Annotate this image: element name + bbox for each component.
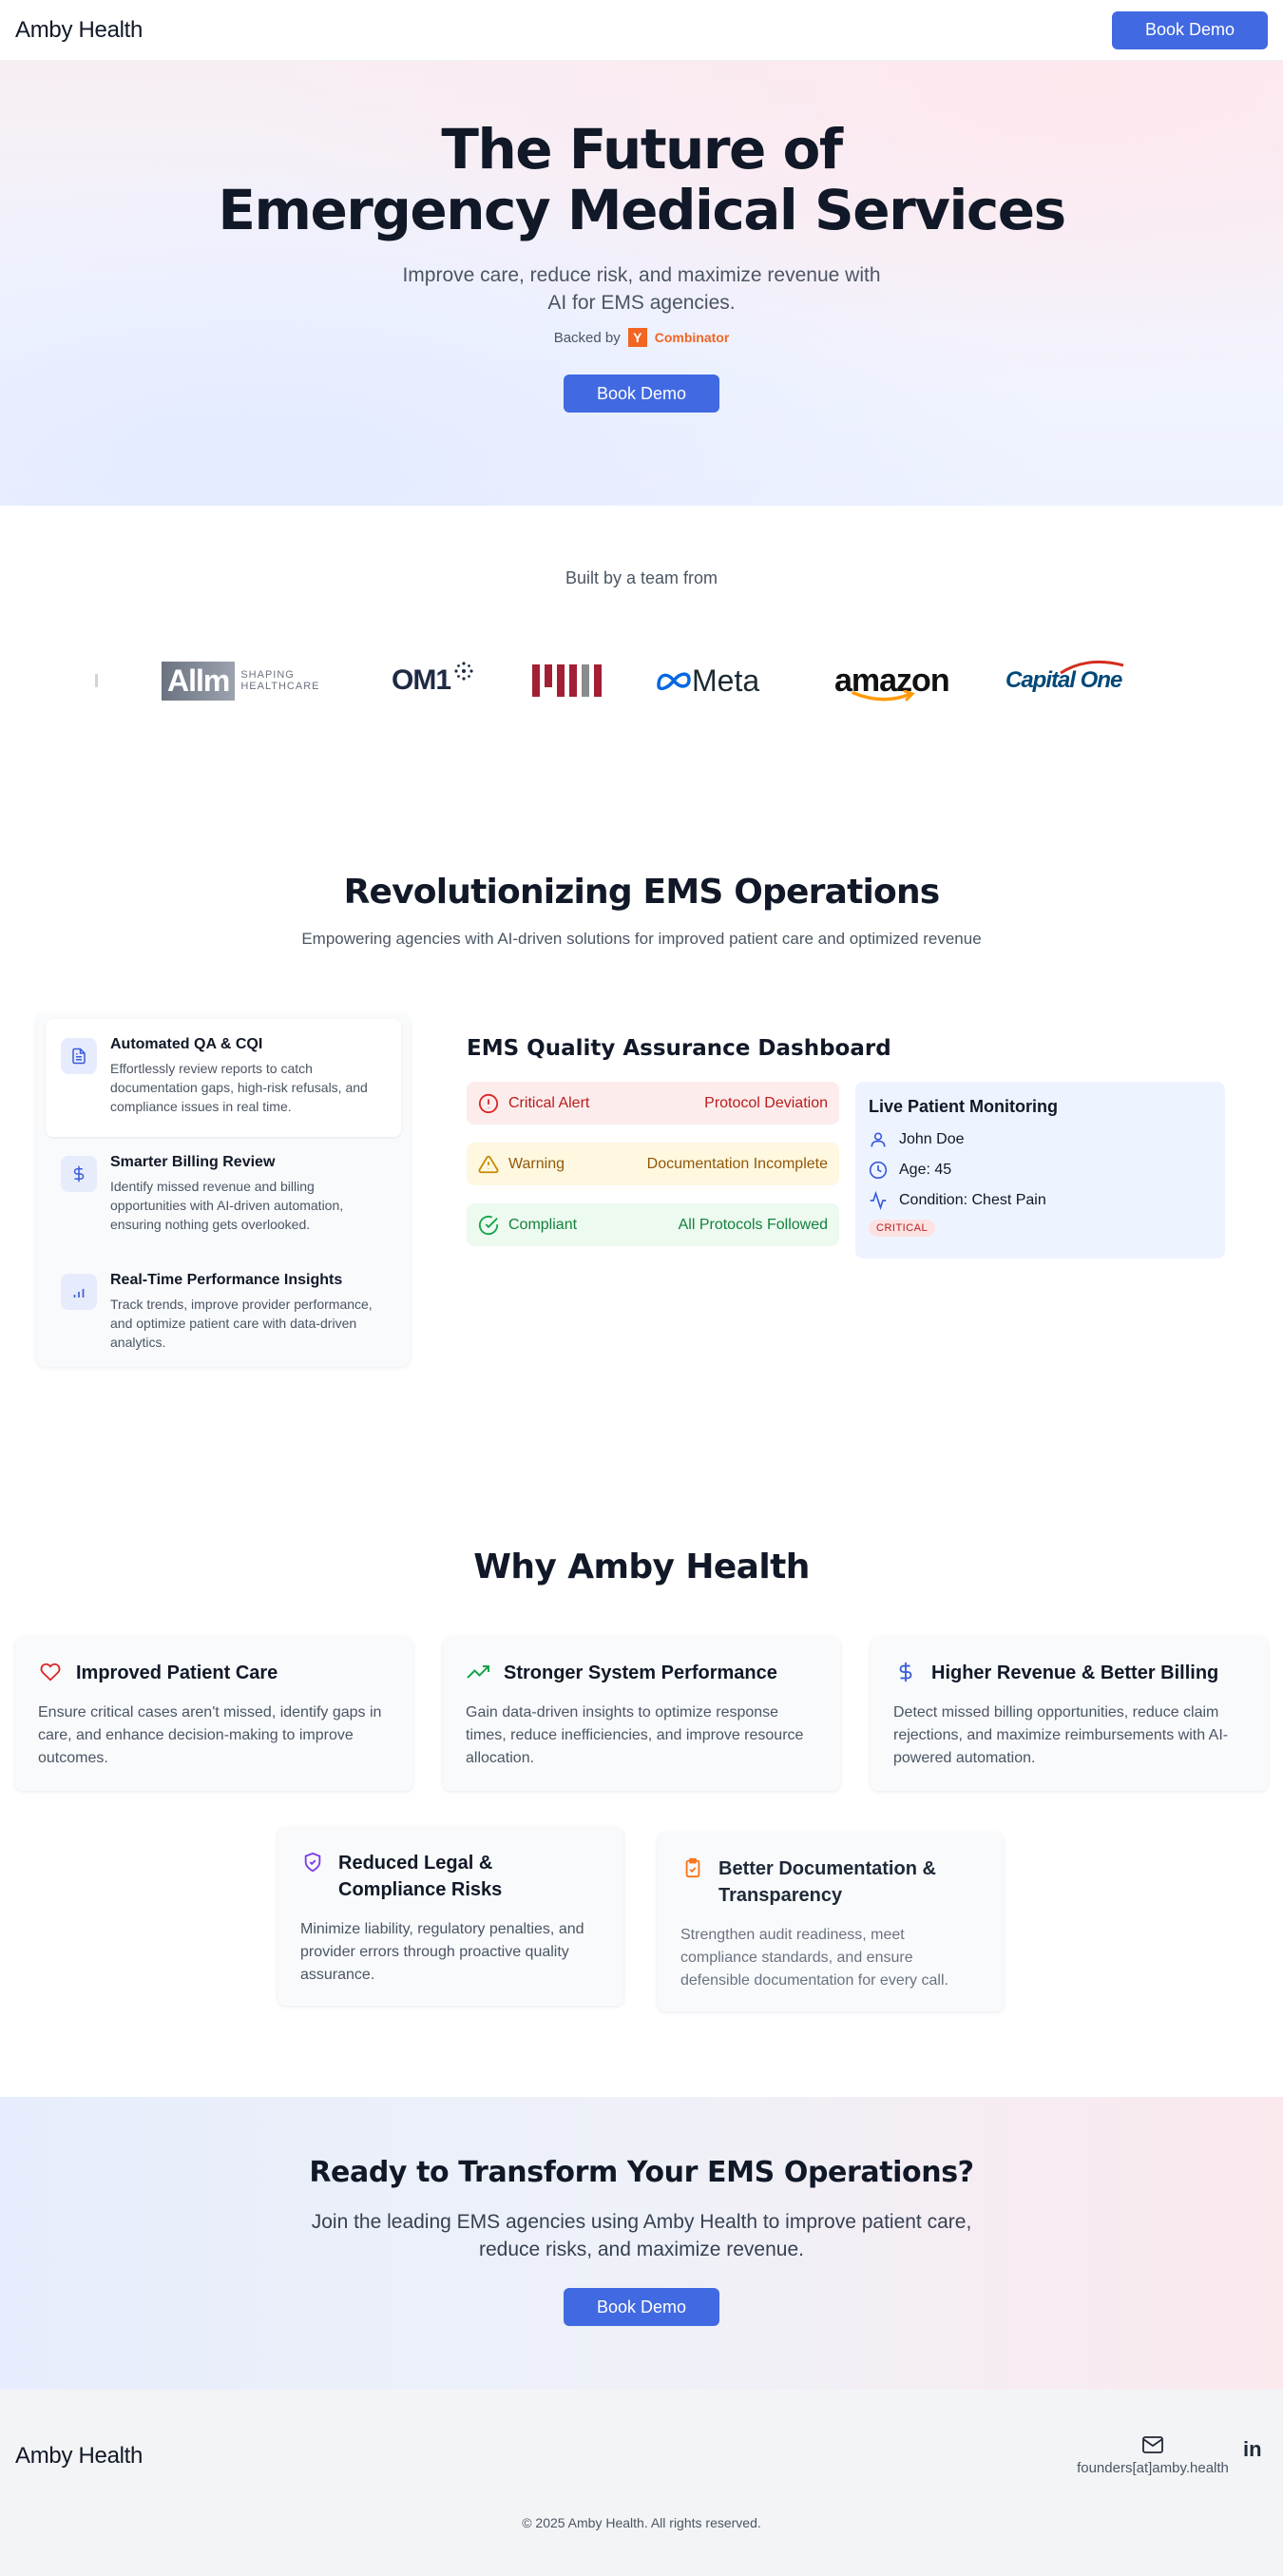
dollar-icon [61, 1156, 97, 1192]
hero-title-line-1: The Future of [441, 117, 842, 182]
hero-title [0, 119, 1283, 240]
why-title: Why Amby Health [473, 1548, 810, 1586]
patient-condition: Condition: Chest Pain [899, 1192, 1046, 1208]
alert-circle-icon [478, 1093, 499, 1114]
shield-check-icon [300, 1850, 325, 1874]
activity-icon [869, 1191, 888, 1210]
trending-up-icon [466, 1660, 490, 1684]
backed-by-label: Backed by [553, 329, 621, 346]
meta-infinity-icon [656, 670, 692, 691]
feature-title: Automated QA & CQI [110, 1036, 263, 1052]
check-circle-icon [478, 1215, 499, 1236]
why-card-revenue-billing [871, 1637, 1268, 1791]
hero-book-demo-button[interactable]: Book Demo [564, 375, 719, 413]
mit-logo-icon [532, 652, 602, 709]
copyright: © 2025 Amby Health. All rights reserved. [522, 2515, 761, 2530]
mail-icon [1141, 2435, 1164, 2454]
meta-logo [656, 652, 759, 709]
why-card-desc: Strengthen audit readiness, meet compliance standards, and ensure defensible documentation for every call. [680, 1927, 948, 1989]
alert-label: Warning [508, 1155, 565, 1172]
why-card-desc: Gain data-driven insights to optimize response times, reduce inefficiencies, and improve resource allocation. [466, 1704, 804, 1766]
footer [0, 2390, 1283, 2576]
why-card-desc: Detect missed billing opportunities, reduce claim rejections, and maximize reimbursements with AI-powered automation. [893, 1704, 1229, 1766]
cta-section [0, 2097, 1283, 2390]
patient-age: Age: 45 [899, 1162, 952, 1178]
why-card-legal-compliance [278, 1827, 623, 2006]
allm-tagline [240, 669, 319, 692]
heart-icon [38, 1660, 63, 1684]
meta-wordmark: Meta [692, 663, 760, 698]
logo-text: Amby Health [15, 16, 144, 43]
patient-condition-row [869, 1185, 1212, 1216]
capital-one-logo [1005, 652, 1121, 709]
alert-label: Compliant [508, 1216, 578, 1233]
bar-chart-icon [61, 1274, 97, 1310]
hero-subtitle: Improve care, reduce risk, and maximize revenue with AI for EMS agencies. [402, 264, 881, 314]
brand-logo[interactable] [15, 17, 143, 44]
why-card-system-performance [443, 1637, 840, 1791]
revolution-title: Revolutionizing EMS Operations [343, 873, 940, 912]
backed-by [0, 328, 1283, 347]
why-card-desc: Ensure critical cases aren't missed, identify gaps in care, and enhance decision-making to improve outcomes. [38, 1704, 382, 1766]
features-panel [36, 1013, 411, 1367]
alert-value: All Protocols Followed [678, 1216, 828, 1233]
feature-title: Real-Time Performance Insights [110, 1272, 343, 1288]
om1-logo [392, 652, 475, 709]
why-card-title: Stronger System Performance [504, 1663, 777, 1683]
why-card-documentation [658, 1833, 1004, 2011]
om1-wordmark: OM1 [392, 664, 451, 696]
footer-logo[interactable] [15, 2443, 143, 2470]
patient-name-row [869, 1125, 1212, 1155]
why-card-title: Higher Revenue & Better Billing [931, 1663, 1219, 1683]
compliant-alert-row[interactable] [467, 1203, 839, 1246]
hero-section [0, 61, 1283, 506]
alert-value: Documentation Incomplete [646, 1155, 828, 1172]
amazon-wordmark: amazon [834, 662, 949, 699]
why-card-title: Improved Patient Care [76, 1663, 278, 1683]
why-card-desc: Minimize liability, regulatory penalties, and provider errors through proactive quality assurance. [300, 1921, 584, 1983]
nav-book-demo-button[interactable]: Book Demo [1112, 11, 1268, 49]
monitor-title: Live Patient Monitoring [869, 1097, 1059, 1116]
feature-desc: Track trends, improve provider performance, and optimize patient care with data-driven analytics. [110, 1297, 373, 1350]
alert-label: Critical Alert [508, 1094, 590, 1111]
warning-alert-row[interactable] [467, 1143, 839, 1185]
dollar-icon [893, 1660, 918, 1684]
alert-value: Protocol Deviation [704, 1094, 828, 1111]
capital-one-wordmark: Capital One [1005, 667, 1122, 693]
allm-logo [162, 652, 320, 709]
cta-title: Ready to Transform Your EMS Operations? [309, 2156, 974, 2189]
clock-icon [869, 1161, 888, 1180]
patient-name: John Doe [899, 1131, 965, 1147]
live-patient-monitor [855, 1082, 1225, 1259]
feature-item-automated-qa[interactable] [46, 1019, 401, 1137]
om1-mark-icon [452, 660, 475, 682]
team-logos [0, 652, 1283, 709]
feature-item-billing-review[interactable] [46, 1137, 401, 1255]
partial-logo [95, 652, 98, 709]
linkedin-icon[interactable]: in [1243, 2437, 1262, 2461]
hero-title-line-2: Emergency Medical Services [218, 178, 1065, 242]
amazon-smile-icon [852, 690, 918, 703]
revolution-subtitle: Empowering agencies with AI-driven solutions for improved patient care and optimized revenue [301, 930, 982, 948]
why-card-title: Better Documentation & Transparency [718, 1858, 936, 1906]
top-nav [0, 0, 1283, 61]
allm-tagline-1: SHAPING [240, 669, 295, 681]
footer-email: founders[at]amby.health [1077, 2460, 1229, 2476]
critical-alert-row[interactable] [467, 1082, 839, 1125]
yc-name: Combinator [654, 330, 730, 345]
user-icon [869, 1130, 888, 1149]
why-card-patient-care [15, 1637, 412, 1791]
patient-age-row [869, 1155, 1212, 1185]
cta-book-demo-button[interactable]: Book Demo [564, 2288, 719, 2326]
team-title: Built by a team from [565, 568, 718, 587]
feature-desc: Identify missed revenue and billing opportunities with AI-driven automation, ensuring nothing gets overlooked. [110, 1179, 344, 1232]
clipboard-check-icon [680, 1855, 705, 1880]
feature-title: Smarter Billing Review [110, 1154, 276, 1170]
yc-logo-icon: Y [628, 328, 647, 347]
capital-one-swoosh-icon [1059, 656, 1125, 677]
warning-triangle-icon [478, 1154, 499, 1175]
dashboard-title: EMS Quality Assurance Dashboard [467, 1036, 891, 1061]
allm-wordmark: Allm [162, 662, 235, 701]
amazon-logo [834, 652, 949, 709]
feature-desc: Effortlessly review reports to catch documentation gaps, high-risk refusals, and compliance issues in real time. [110, 1061, 368, 1114]
footer-logo-text: Amby Health [15, 2443, 144, 2469]
feature-item-performance-insights[interactable] [46, 1255, 401, 1373]
allm-tagline-2: HEALTHCARE [240, 681, 320, 692]
status-badge: CRITICAL [869, 1220, 935, 1237]
why-card-title: Reduced Legal & Compliance Risks [338, 1853, 503, 1900]
document-icon [61, 1038, 97, 1074]
footer-email-link[interactable] [1074, 2435, 1232, 2476]
cta-subtitle: Join the leading EMS agencies using Amby Health to improve patient care, reduce risks, and maximize revenue. [311, 2211, 972, 2260]
